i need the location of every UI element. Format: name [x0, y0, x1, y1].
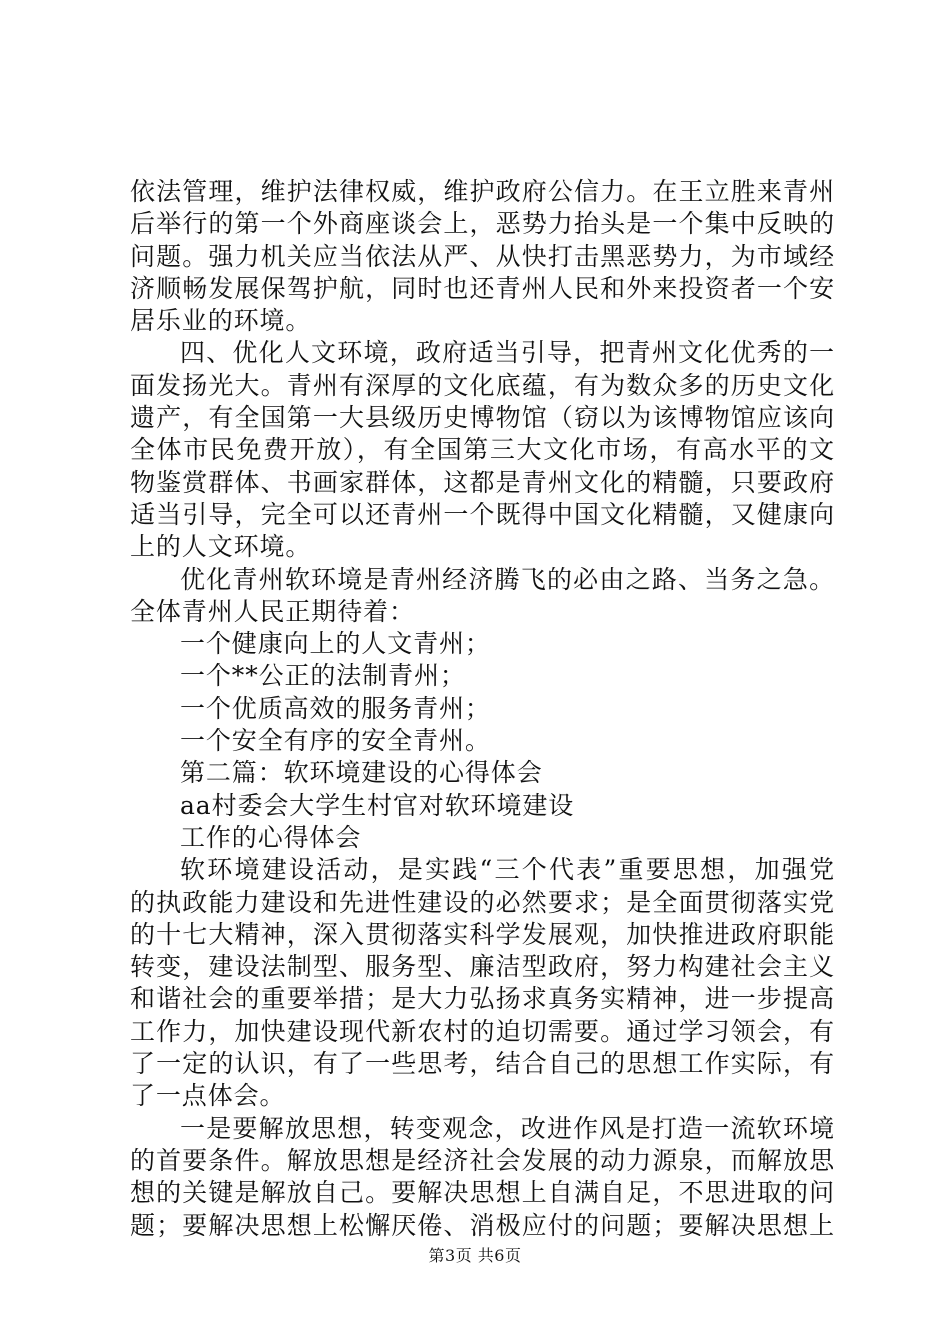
- text-line: 问题。强力机关应当依法从严、从快打击黑恶势力，为市域经: [130, 241, 835, 271]
- text-line: 转变，建设法制型、服务型、廉洁型政府，努力构建社会主义: [130, 952, 835, 982]
- text-line: 优化青州软环境是青州经济腾飞的必由之路、当务之急。: [180, 564, 835, 594]
- text-line: 一个**公正的法制青州；: [180, 661, 466, 691]
- text-line: 工作的心得体会: [180, 822, 362, 852]
- text-line: 的首要条件。解放思想是经济社会发展的动力源泉，而解放思: [130, 1145, 835, 1175]
- text-line: 四、优化人文环境，政府适当引导，把青州文化优秀的一: [180, 338, 835, 368]
- text-line: 上的人文环境。: [130, 532, 312, 562]
- text-line: 了一点体会。: [130, 1081, 286, 1111]
- text-line: 题；要解决思想上松懈厌倦、消极应付的问题；要解决思想上: [130, 1210, 835, 1240]
- text-line: 全体市民免费开放），有全国第三大文化市场，有高水平的文: [130, 435, 835, 465]
- text-line: 软环境建设活动，是实践“三个代表”重要思想，加强党: [180, 855, 835, 885]
- text-line: 的执政能力建设和先进性建设的必然要求；是全面贯彻落实党: [130, 887, 835, 917]
- text-line: 一个健康向上的人文青州；: [180, 629, 491, 659]
- text-line: 和谐社会的重要举措；是大力弘扬求真务实精神，进一步提高: [130, 984, 835, 1014]
- text-line: 后举行的第一个外商座谈会上，恶势力抬头是一个集中反映的: [130, 209, 835, 239]
- text-line: 一是要解放思想，转变观念，改进作风是打造一流软环境: [180, 1113, 835, 1143]
- text-line: 适当引导，完全可以还青州一个既得中国文化精髓，又健康向: [130, 499, 835, 529]
- text-line: 的十七大精神，深入贯彻落实科学发展观，加快推进政府职能: [130, 919, 835, 949]
- text-line: 全体青州人民正期待着：: [130, 596, 415, 626]
- text-line: aa村委会大学生村官对软环境建设: [180, 790, 575, 820]
- page-footer: 第3页 共6页: [428, 1246, 522, 1265]
- text-line: 了一定的认识，有了一些思考，结合自己的思想工作实际，有: [130, 1049, 835, 1079]
- text-line: 一个优质高效的服务青州；: [180, 693, 491, 723]
- text-line: 依法管理，维护法律权威，维护政府公信力。在王立胜来青州: [130, 177, 835, 206]
- text-line: 物鉴赏群体、书画家群体，这都是青州文化的精髓，只要政府: [130, 467, 835, 497]
- text-line: 面发扬光大。青州有深厚的文化底蕴，有为数众多的历史文化: [130, 370, 835, 400]
- text-line: 济顺畅发展保驾护航，同时也还青州人民和外来投资者一个安: [130, 273, 835, 303]
- body-text: [130, 176, 835, 1242]
- text-line: 想的关键是解放自己。要解决思想上自满自足，不思进取的问: [130, 1178, 835, 1208]
- text-line: 一个安全有序的安全青州。: [180, 726, 491, 756]
- text-line: 遗产，有全国第一大县级历史博物馆（窃以为该博物馆应该向: [130, 403, 835, 433]
- text-line: 工作力，加快建设现代新农村的迫切需要。通过学习领会，有: [130, 1016, 835, 1046]
- text-line: 居乐业的环境。: [130, 306, 312, 336]
- text-line: 第二篇：软环境建设的心得体会: [180, 758, 543, 788]
